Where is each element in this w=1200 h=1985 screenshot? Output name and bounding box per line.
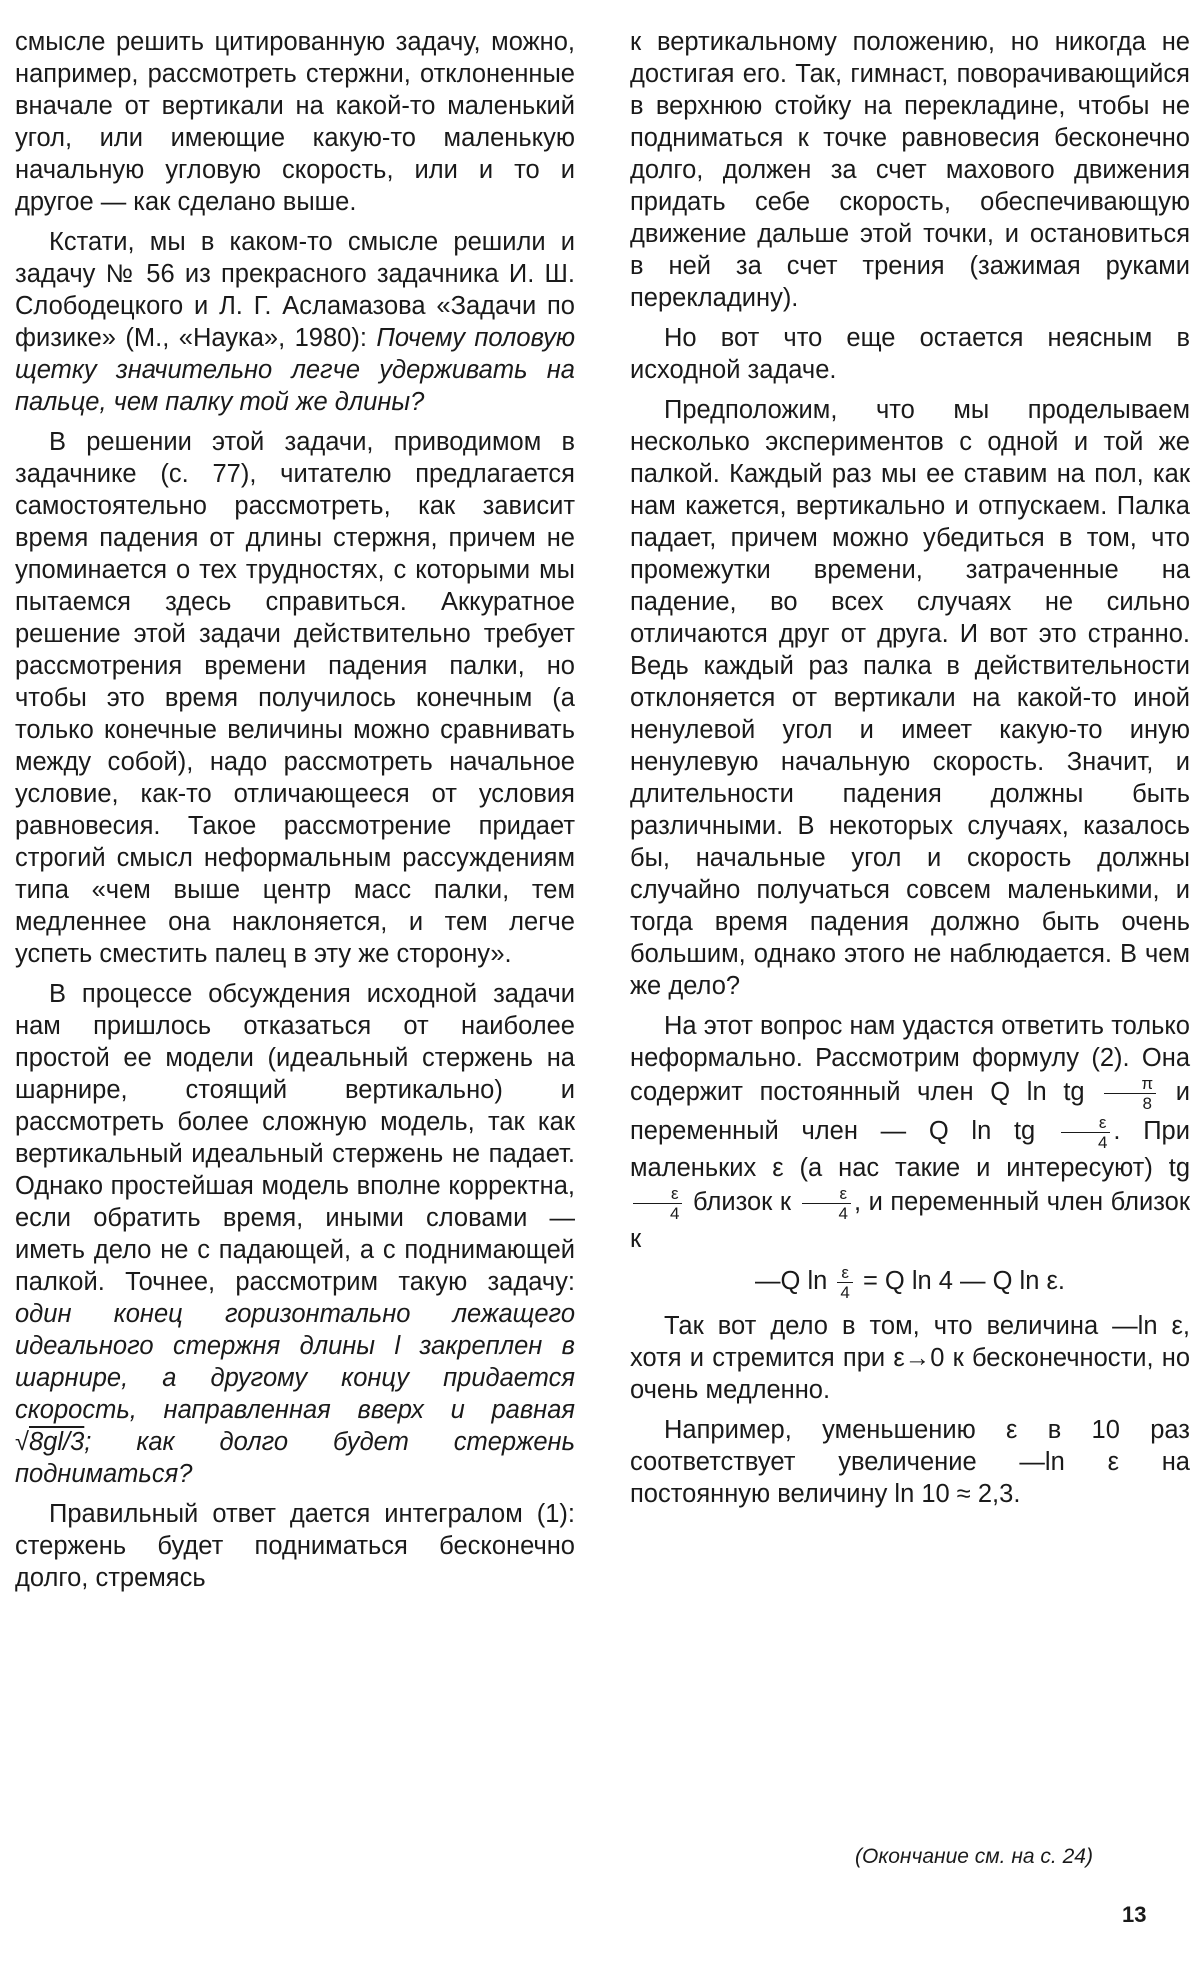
paragraph: смысле решить цитированную задачу, можно, например, рассмотреть стержни, отклоненные вначале от вертикали на какой-то маленький угол, или имеющие какую-то маленькую начальную угловую скорость, или и то и другое — как сделано выше. bbox=[15, 28, 575, 216]
paragraph: Например, уменьшению ε в 10 раз соответствует увеличение —ln ε на постоянную величину ln 10 ≈ 2,3. bbox=[630, 1416, 1190, 1508]
continuation-note: (Окончание см. на с. 24) bbox=[855, 1845, 1093, 1868]
fraction-numerator: ε bbox=[837, 1263, 852, 1283]
sqrt-radicand: 8gl/3 bbox=[29, 1428, 85, 1456]
display-formula bbox=[630, 1263, 1190, 1302]
text-span: и переменный член — Q ln tg bbox=[630, 1078, 1190, 1146]
paragraph: к вертикальному положению, но никогда не достигая его. Так, гимнаст, поворачивающийся в верхнюю стойку на перекладине, чтобы не подниматься к точке равновесия бесконечно долго, должен за счет махового движения придать себе скорость, обеспечивающую движение дальше этой точки, и остановиться в ней за счет трения (зажимая руками перекладину). bbox=[630, 28, 1190, 312]
page-number: 13 bbox=[1122, 1902, 1147, 1927]
paragraph: Но вот что еще остается неясным в исходной задаче. bbox=[630, 324, 1190, 384]
text-span: один конец горизонтально лежащего идеального стержня длины l закреплен в шарнире, а другому концу придается скорость, направленная вверх и равная bbox=[15, 1300, 575, 1424]
text-span: близок к bbox=[685, 1188, 799, 1217]
fraction-denominator: 4 bbox=[670, 1204, 680, 1223]
text-span: В процессе обсуждения исходной задачи нам пришлось отказаться от наиболее простой ее модели (идеальный стержень на шарнире, стоящий вертикально) и рассмотреть более сложную модель, так как вертикальный идеальный стержень не падает. Однако простейшая модель вполне корректна, если обратить время, иными словами — иметь дело не с падающей, а с поднимающей палкой. Точнее, рассмотрим такую задачу: bbox=[15, 980, 575, 1296]
paragraph bbox=[15, 226, 575, 418]
fraction-denominator: 4 bbox=[840, 1283, 850, 1302]
fraction bbox=[802, 1184, 851, 1223]
problem-quote: Почему половую щетку значительно легче удерживать на пальце, чем палку той же длины? bbox=[15, 324, 575, 416]
problem-statement bbox=[15, 1300, 575, 1488]
right-column bbox=[630, 26, 1190, 1518]
paragraph: Так вот дело в том, что величина —ln ε, хотя и стремится при ε→0 к бесконечности, но очень медленно. bbox=[630, 1312, 1190, 1404]
fraction-numerator: ε bbox=[802, 1184, 851, 1204]
text-span: На этот вопрос нам удастся ответить только неформально. Рассмотрим формулу (2). Она содержит постоянный член Q ln tg bbox=[630, 1012, 1190, 1107]
fraction-numerator: ε bbox=[1061, 1113, 1110, 1133]
fraction bbox=[1061, 1113, 1110, 1152]
sqrt-sign: √ bbox=[15, 1428, 29, 1456]
fraction bbox=[1104, 1074, 1156, 1113]
fraction-numerator: ε bbox=[633, 1184, 682, 1204]
fraction bbox=[633, 1184, 682, 1223]
fraction-denominator: 4 bbox=[838, 1204, 848, 1223]
fraction-denominator: 4 bbox=[1097, 1133, 1108, 1152]
paragraph: Предположим, что мы проделываем несколько экспериментов с одной и той же палкой. Каждый раз мы ее ставим на пол, как нам кажется, вертикально и отпускаем. Палка падает, причем можно убедиться в том, что промежутки времени, затраченные на падение, во всех случаях не сильно отличаются друг от друга. И вот это странно. Ведь каждый раз палка в действительности отклоняется от вертикали на какой-то иной ненулевой угол и имеет какую-то иную ненулевую начальную скорость. Значит, и длительности падения должны быть различными. В некоторых случаях, казалось бы, начальные угол и скорость должны случайно получаться совсем маленькими, и тогда время падения должно быть очень большим, однако этого не наблюдается. В чем же дело? bbox=[630, 396, 1190, 1000]
fraction-denominator: 8 bbox=[1142, 1094, 1152, 1113]
text-span: , и переменный член близок к bbox=[630, 1188, 1190, 1253]
left-column bbox=[15, 26, 575, 1602]
paragraph: В решении этой задачи, приводимом в задачнике (с. 77), читателю предлагается самостоятельно рассмотреть, как зависит время падения от длины стержня, причем не упоминается о тех трудностях, с которыми мы пытаемся здесь справиться. Аккуратное решение этой задачи действительно требует рассмотрения времени падения палки, но чтобы это время получилось конечным (а только конечные величины можно сравнивать между собой), надо рассмотреть начальное условие, как-то отличающееся от условия равновесия. Такое рассмотрение придает строгий смысл неформальным рассуждениям типа «чем выше центр масс палки, тем медленнее она наклоняется, и тем легче успеть сместить палец в эту же сторону». bbox=[15, 428, 575, 968]
paragraph bbox=[15, 978, 575, 1490]
paragraph: Правильный ответ дается интегралом (1): стержень будет подниматься бесконечно долго, стремясь bbox=[15, 1500, 575, 1592]
text-span: Кстати, мы в каком-то смысле решили и задачу № 56 из прекрасного задачника И. Ш. Слободецкого и Л. Г. Асламазова «Задачи по физике» (М., «Наука», 1980): bbox=[15, 228, 575, 352]
paragraph bbox=[630, 1010, 1190, 1255]
fraction bbox=[837, 1263, 852, 1302]
text-span: . При маленьких ε (а нас такие и интересуют) tg bbox=[630, 1117, 1190, 1182]
text-span: = Q ln 4 — Q ln ε. bbox=[855, 1267, 1065, 1296]
text-span: —Q ln bbox=[755, 1267, 835, 1296]
text-span: ; как долго будет стержень подниматься? bbox=[15, 1428, 575, 1488]
fraction-numerator: π bbox=[1104, 1074, 1156, 1094]
